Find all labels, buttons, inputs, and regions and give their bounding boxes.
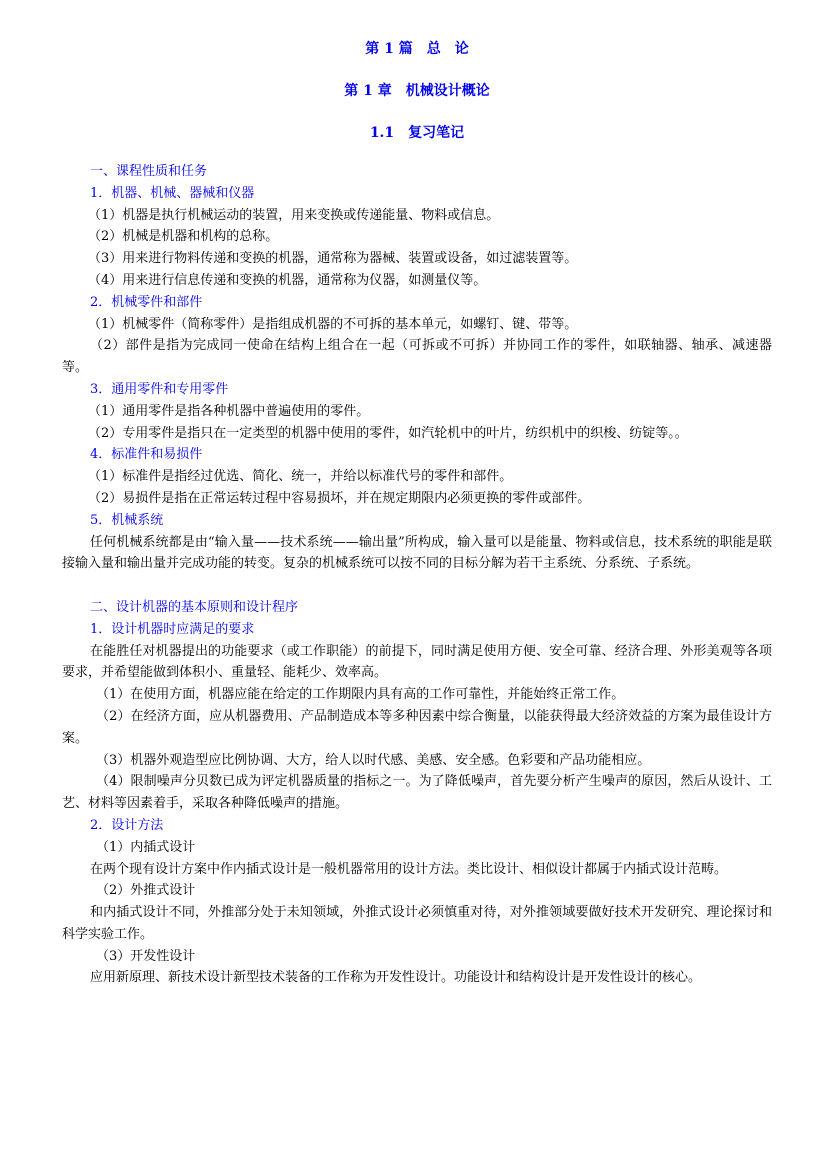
list-item: （2）部件是指为完成同一使命在结构上组合在一起（可拆或不可拆）并协同工作的零件，如联轴器、轴承、减速器等。 <box>62 338 772 376</box>
list-item: （2）在经济方面，应从机器费用、产品制造成本等多种因素中综合衡量，以能获得最大经济效益的方案为最佳设计方案。 <box>62 708 772 746</box>
method-label: （3）开发性设计 <box>96 948 196 964</box>
section-heading-2: 二、设计机器的基本原则和设计程序 <box>90 599 299 615</box>
section-title: 1.1 复习笔记 <box>369 125 465 141</box>
list-item: （1）在使用方面，机器应能在给定的工作期限内具有高的工作可靠性，并能始终正常工作。 <box>96 687 625 703</box>
list-item: （4）用来进行信息传递和变换的机器，通常称为仪器，如测量仪等。 <box>88 272 487 288</box>
list-item: （1）机器是执行机械运动的装置，用来变换或传递能量、物料或信息。 <box>88 207 500 223</box>
subheading-1-5: 5．机械系统 <box>90 512 164 528</box>
list-item: （3）用来进行物料传递和变换的机器，通常称为器械、装置或设备，如过滤装置等。 <box>88 251 578 267</box>
method-label: （1）内插式设计 <box>96 839 196 855</box>
list-item: （1）机械零件（简称零件）是指组成机器的不可拆的基本单元，如螺钉、键、带等。 <box>88 316 578 332</box>
list-item: （2）机械是机器和机构的总称。 <box>88 229 279 245</box>
subheading-2-2: 2．设计方法 <box>90 817 164 833</box>
body-paragraph: 在能胜任对机器提出的功能要求（或工作职能）的前提下，同时满足使用方便、安全可靠、经济合理、外形美观等各项要求，并希望能做到体积小、重量轻、能耗少、效率高。 <box>62 643 772 681</box>
list-item: （1）通用零件是指各种机器中普遍使用的零件。 <box>88 403 370 419</box>
list-item: （2）易损件是指在正常运转过程中容易损坏，并在规定期限内必须更换的零件或部件。 <box>88 490 591 506</box>
body-paragraph: 在两个现有设计方案中作内插式设计是一般机器常用的设计方法。类比设计、相似设计都属于内插式设计范畴。 <box>90 861 728 877</box>
body-paragraph: 和内插式设计不同，外推部分处于未知领域，外推式设计必须慎重对待，对外推领域要做好技术开发研究、理论探讨和科学实验工作。 <box>62 905 772 942</box>
method-label: （2）外推式设计 <box>96 883 196 899</box>
list-item: （4）限制噪声分贝数已成为评定机器质量的指标之一。为了降低噪声，首先要分析产生噪声的原因，然后从设计、工艺、材料等因素着手，采取各种降低噪声的措施。 <box>62 774 772 812</box>
subheading-1-3: 3．通用零件和专用零件 <box>90 381 229 397</box>
list-item: （3）机器外观造型应比例协调、大方，给人以时代感、美感、安全感。色彩要和产品功能相应。 <box>96 752 651 768</box>
part-title: 第 1 篇 总 论 <box>365 41 469 57</box>
spacer <box>62 575 772 597</box>
section-heading-1: 一、课程性质和任务 <box>90 164 208 179</box>
subheading-1-4: 4．标准件和易损件 <box>90 447 203 463</box>
subheading-2-1: 1．设计机器时应满足的要求 <box>90 621 255 637</box>
body-paragraph: 任何机械系统都是由“输入量——技术系统——输出量”所构成，输入量可以是能量、物料或信息，技术系统的职能是联接输入量和输出量并完成功能的转变。复杂的机械系统可以按不同的目标分解为若干主系统、分系统、子系统。 <box>62 534 772 572</box>
subheading-1-2: 2．机械零件和部件 <box>90 294 203 310</box>
body-paragraph: 应用新原理、新技术设计新型技术装备的工作称为开发性设计。功能设计和结构设计是开发性设计的核心。 <box>90 970 702 986</box>
list-item: （2）专用零件是指只在一定类型的机器中使用的零件，如汽轮机中的叶片，纺织机中的织梭、纺锭等。。 <box>88 425 688 441</box>
list-item: （1）标准件是指经过优选、简化、统一，并给以标准代号的零件和部件。 <box>88 469 513 485</box>
document-page <box>62 30 772 989</box>
subheading-1-1: 1．机器、机械、器械和仪器 <box>90 185 255 201</box>
chapter-title: 第 1 章 机械设计概论 <box>344 83 490 99</box>
